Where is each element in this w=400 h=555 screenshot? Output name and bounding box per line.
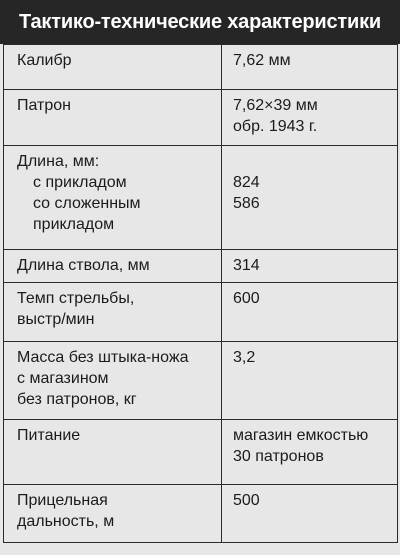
row-length (4, 146, 398, 250)
row-name-cell (4, 90, 222, 146)
row-barrel-length (4, 250, 398, 283)
row-name-cell (4, 146, 222, 250)
row-caliber (4, 45, 398, 90)
row-name-cell (4, 283, 222, 342)
row-value: 314 (233, 257, 260, 274)
row-value-cell (222, 250, 398, 283)
row-mass (4, 342, 398, 420)
row-value: 30 патронов (233, 448, 324, 465)
row-value-cell (222, 283, 398, 342)
row-value: 7,62 мм (233, 52, 291, 69)
row-name: с магазином (17, 370, 109, 387)
row-name: Длина ствола, мм (17, 257, 150, 274)
row-name-cell (4, 485, 222, 543)
row-name: прикладом (33, 216, 115, 233)
row-value-cell (222, 90, 398, 146)
row-value-cell (222, 485, 398, 543)
row-name-cell (4, 342, 222, 420)
row-name: Темп стрельбы, (17, 290, 135, 307)
row-sighting-range (4, 485, 398, 543)
row-name: без патронов, кг (17, 391, 137, 408)
row-name-cell (4, 420, 222, 485)
row-rate-of-fire (4, 283, 398, 342)
row-value: 3,2 (233, 349, 256, 366)
row-value: магазин емкостью (233, 427, 369, 444)
row-name: выстр/мин (17, 311, 95, 328)
row-name: Прицельная (17, 492, 108, 509)
specs-table (3, 44, 398, 543)
row-value: 824 (233, 174, 260, 191)
row-value-cell (222, 420, 398, 485)
row-name: со сложенным (33, 195, 141, 212)
row-cartridge (4, 90, 398, 146)
row-name: Длина, мм: (17, 153, 100, 170)
row-value (233, 151, 389, 172)
table-title: Тактико-технические характеристики (0, 0, 400, 44)
row-name: с прикладом (33, 174, 127, 191)
row-value: 500 (233, 492, 260, 509)
row-value: 7,62×39 мм (233, 97, 318, 114)
row-name: дальность, м (17, 513, 115, 530)
row-name: Масса без штыка-ножа (17, 349, 189, 366)
row-value: обр. 1943 г. (233, 118, 318, 135)
row-name: Патрон (17, 97, 72, 114)
row-value: 586 (233, 195, 260, 212)
row-name: Питание (17, 427, 81, 444)
row-value: 600 (233, 290, 260, 307)
row-value-cell (222, 342, 398, 420)
row-name: Калибр (17, 52, 72, 69)
row-name-cell (4, 250, 222, 283)
row-value-cell (222, 45, 398, 90)
row-name-cell (4, 45, 222, 90)
row-value-cell (222, 146, 398, 250)
row-feed (4, 420, 398, 485)
